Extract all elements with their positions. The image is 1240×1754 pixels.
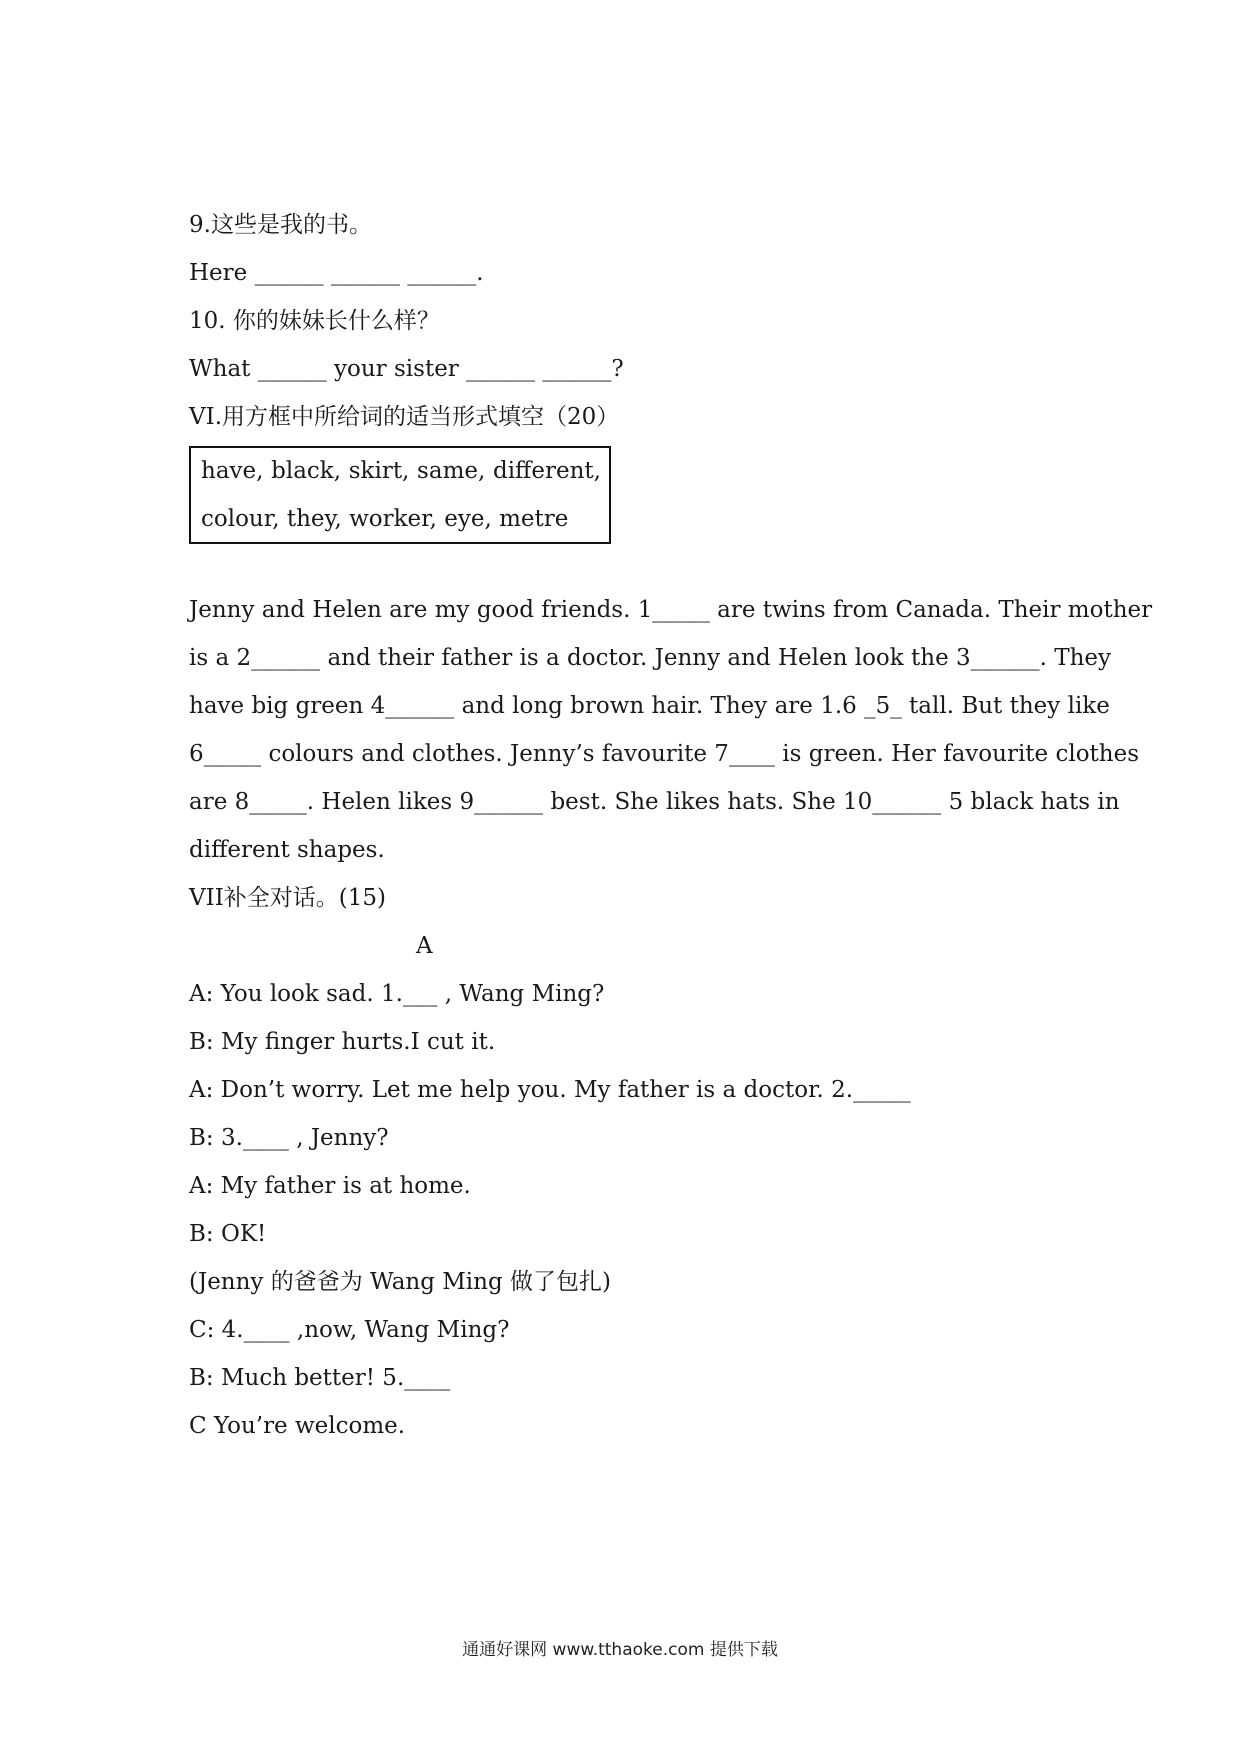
dialogue-line: A: Don’t worry. Let me help you. My father is a doctor. 2._____ [189, 1077, 911, 1103]
dialogue-line: B: Much better! 5.____ [189, 1365, 451, 1391]
dialogue-line: C You’re welcome. [189, 1413, 406, 1439]
section-7-heading: VII补全对话。(15) [189, 885, 386, 911]
dialogue-line: A: My father is at home. [189, 1173, 471, 1199]
question-9-prompt: 9.这些是我的书。 [189, 212, 372, 238]
section-6-heading: VI.用方框中所给词的适当形式填空（20） [189, 404, 620, 430]
dialogue-stage-direction: (Jenny 的爸爸为 Wang Ming 做了包扎) [189, 1269, 611, 1295]
word-bank-line-2: colour, they, worker, eye, metre [201, 506, 569, 532]
question-10-prompt: 10. 你的妹妹长什么样？ [189, 308, 440, 334]
dialogue-line: B: OK! [189, 1221, 267, 1247]
passage-line-3: have big green 4______ and long brown hair. They are 1.6 _5_ tall. But they like [189, 693, 1110, 719]
word-bank-box [189, 446, 611, 544]
passage-line-1: Jenny and Helen are my good friends. 1_____ are twins from Canada. Their mother [189, 597, 1153, 623]
dialogue-line: B: My finger hurts.I cut it. [189, 1029, 496, 1055]
passage-line-6: different shapes. [189, 837, 385, 863]
word-bank-line-1: have, black, skirt, same, different, [201, 458, 601, 484]
page-footer: 通通好课网 www.tthaoke.com 提供下载 [462, 1640, 778, 1660]
question-9-answer-line: Here ______ ______ ______. [189, 260, 484, 286]
question-10-answer-line: What ______ your sister ______ ______? [189, 356, 624, 382]
passage-line-2: is a 2______ and their father is a doctor. Jenny and Helen look the 3______. They [189, 645, 1112, 671]
dialogue-line: C: 4.____ ,now, Wang Ming? [189, 1317, 510, 1343]
dialogue-part-label: A [416, 933, 433, 959]
dialogue-line: B: 3.____ , Jenny? [189, 1125, 389, 1151]
passage-line-4: 6_____ colours and clothes. Jenny’s favourite 7____ is green. Her favourite clothes [189, 741, 1140, 767]
passage-line-5: are 8_____. Helen likes 9______ best. She likes hats. She 10______ 5 black hats in [189, 789, 1120, 815]
dialogue-line: A: You look sad. 1.___ , Wang Ming? [189, 981, 605, 1007]
